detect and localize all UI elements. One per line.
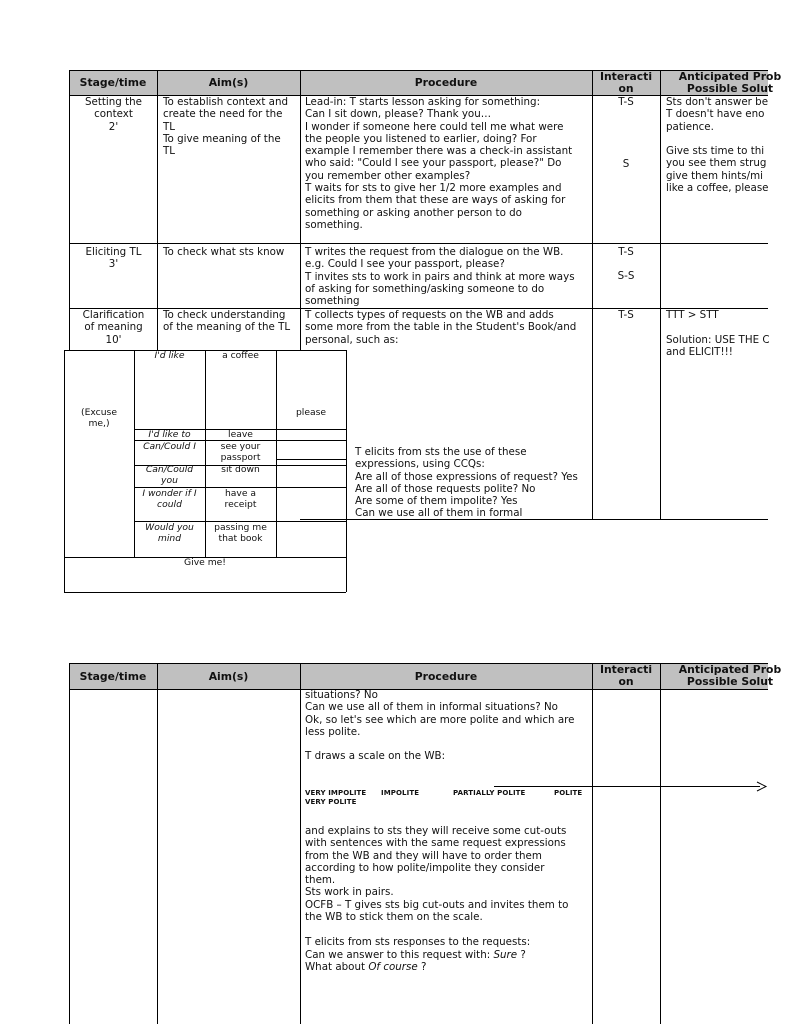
a-coffee-cell: a coffee <box>222 350 259 361</box>
page2-procedure-a: situations? No Can we use all of them in informal situations? No Ok, so let's see which are more polite and which are less polite. T draws a scale on the WB: <box>305 689 575 763</box>
passing-book-cell: passing me that book <box>214 522 267 544</box>
id-like-to-cell: I'd like to <box>148 429 191 440</box>
header-procedure-2: Procedure <box>414 670 478 683</box>
row3-stage: Clarification of meaning 10' <box>82 309 145 346</box>
header-problems-2: Anticipated Prob Possible Solut <box>678 663 782 688</box>
please-cell: please <box>295 407 327 418</box>
would-you-mind-cell: Would you mind <box>145 522 194 544</box>
wonder-if-cell: I wonder if I could <box>142 488 197 510</box>
leave-cell: leave <box>228 429 253 440</box>
scale-very-polite: VERY POLITE <box>305 798 357 806</box>
row2-aims: To check what sts know <box>163 246 285 258</box>
row2-interaction-1: T-S <box>618 246 634 258</box>
can-could-you-cell: Can/Could you <box>145 464 194 486</box>
header-stage: Stage/time <box>79 76 147 89</box>
row2-stage: Eliciting TL 3' <box>85 246 142 271</box>
row3-problems: TTT > STT Solution: USE THE C and ELICIT!!! <box>666 309 770 358</box>
page2-question-of-course: What about Of course ? <box>305 961 427 973</box>
page2-procedure-b: and explains to sts they will receive some cut-outs with sentences with the same request expressions from the WB and they will have to order them according to how polite/impolite they consider them. Sts work in pairs. OCFB – T gives sts big cut-outs and invites them to the WB to stick them on the scale. T elicits from sts responses to the requests: <box>305 825 569 948</box>
header-aims-2: Aim(s) <box>208 670 249 683</box>
scale-arrow-line <box>494 786 760 787</box>
row1-procedure: Lead-in: T starts lesson asking for something: Can I sit down, please? Thank you… I wonder if someone here could tell me what were the people you listened to earlier, doing? For example I remember there was a check-in assistant who said: "Could I see your passport, please?" Do you remember other examples? T waits for sts to give her 1/2 more examples and elicits from them that these are ways of asking for something or asking another person to do something. <box>305 96 573 231</box>
scale-impolite: IMPOLITE <box>381 789 420 797</box>
row1-interaction-2: S <box>622 158 630 170</box>
row3-procedure: T collects types of requests on the WB and adds some more from the table in the Student's Book/and personal, such as: <box>305 309 577 346</box>
header-problems: Anticipated Prob Possible Solut <box>678 70 782 95</box>
row1-problems: Sts don't answer be T doesn't have eno patience. Give sts time to thi you see them strug give them hints/mi like a coffee, please <box>666 96 769 195</box>
header-stage-2: Stage/time <box>79 670 147 683</box>
row3-ccq: T elicits from sts the use of these expressions, using CCQs: Are all of those expressions of request? Yes Are all of those requests polite? No Are some of them impolite? Yes Can we use all of them in formal <box>355 446 578 520</box>
page2-question-sure: Can we answer to this request with: Sure ? <box>305 949 526 961</box>
scale-arrow-head <box>756 781 768 792</box>
scale-very-impolite: VERY IMPOLITE <box>305 789 367 797</box>
row3-interaction: T-S <box>618 309 634 321</box>
row1-aims: To establish context and create the need for the TL To give meaning of the TL <box>163 96 289 158</box>
give-me-cell: Give me! <box>184 557 226 568</box>
have-receipt-cell: have a receipt <box>224 488 257 510</box>
header-interaction: Interacti on <box>599 70 653 95</box>
row1-interaction-1: T-S <box>618 96 634 108</box>
sit-down-cell: sit down <box>221 464 260 475</box>
can-could-i-cell: Can/Could I <box>143 441 196 452</box>
scale-partially-polite: PARTIALLY POLITE <box>453 789 526 797</box>
header-interaction-2: Interacti on <box>599 663 653 688</box>
excuse-me-cell: (Excuse me,) <box>81 407 117 429</box>
row3-aims: To check understanding of the meaning of the TL <box>163 309 291 334</box>
header-aims: Aim(s) <box>208 76 249 89</box>
row1-stage: Setting the context 2' <box>84 96 143 133</box>
header-procedure: Procedure <box>414 76 478 89</box>
id-like-cell: I'd like <box>154 350 185 361</box>
scale-polite: POLITE <box>554 789 583 797</box>
row2-procedure: T writes the request from the dialogue on the WB. e.g. Could I see your passport, please? T invites sts to work in pairs and think at more ways of asking for something/asking someone to do something <box>305 246 575 308</box>
see-passport-cell: see your passport <box>220 441 261 463</box>
row2-interaction-2: S-S <box>617 270 635 282</box>
